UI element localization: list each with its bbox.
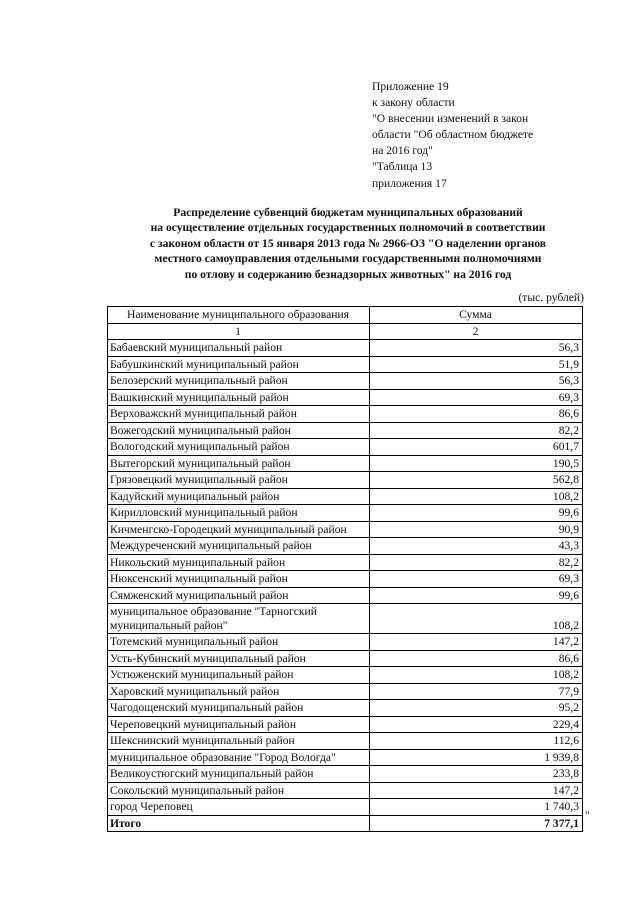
appendix-line: "О внесении изменений в закон <box>372 112 529 126</box>
table-row <box>108 749 583 766</box>
amount-cell: 90,9 <box>370 521 583 538</box>
table-row <box>108 667 583 684</box>
subsidies-table <box>107 306 583 832</box>
table-row <box>108 422 583 439</box>
municipality-name-cell: Бабаевский муниципальный район <box>108 340 370 357</box>
title-line: по отлову и содержанию безнадзорных животных" на 2016 год <box>184 267 512 281</box>
table-row <box>108 356 583 373</box>
table-row <box>108 472 583 489</box>
municipality-name-cell: Никольский муниципальный район <box>108 554 370 571</box>
amount-cell: 108,2 <box>370 604 583 634</box>
table-row <box>108 587 583 604</box>
municipality-name-cell: муниципальное образование "Тарногский муниципальный район" <box>108 604 370 634</box>
amount-cell: 601,7 <box>370 439 583 456</box>
amount-cell: 1 939,8 <box>370 749 583 766</box>
municipality-name-cell: Кадуйский муниципальный район <box>108 488 370 505</box>
amount-cell: 99,6 <box>370 587 583 604</box>
header-name-cell: Наименование муниципального образования <box>108 307 370 324</box>
municipality-name-cell: Бабушкинский муниципальный район <box>108 356 370 373</box>
amount-cell: 69,3 <box>370 571 583 588</box>
table-total-row <box>108 815 583 832</box>
amount-cell: 86,6 <box>370 650 583 667</box>
header-sum-cell: Сумма <box>370 307 583 324</box>
municipality-name-cell: Чагодощенский муниципальный район <box>108 700 370 717</box>
municipality-name-cell: Великоустюгский муниципальный район <box>108 766 370 783</box>
amount-cell: 190,5 <box>370 455 583 472</box>
document-title <box>108 205 588 282</box>
municipality-name-cell: Вашкинский муниципальный район <box>108 389 370 406</box>
amount-cell: 108,2 <box>370 488 583 505</box>
table-column-numbers-row <box>108 323 583 340</box>
municipality-name-cell: Нюксенский муниципальный район <box>108 571 370 588</box>
municipality-name-cell: Устюженский муниципальный район <box>108 667 370 684</box>
amount-cell: 86,6 <box>370 406 583 423</box>
table-row <box>108 455 583 472</box>
table-row <box>108 571 583 588</box>
table-row <box>108 799 583 816</box>
municipality-name-cell: Вожегодский муниципальный район <box>108 422 370 439</box>
municipality-name-cell: Кичменгско-Городецкий муниципальный район <box>108 521 370 538</box>
table-row <box>108 700 583 717</box>
municipality-name-cell: Белозерский муниципальный район <box>108 373 370 390</box>
municipality-name-cell: Грязовецкий муниципальный район <box>108 472 370 489</box>
municipality-name-cell: Итого <box>108 815 370 832</box>
amount-cell: 51,9 <box>370 356 583 373</box>
table-row <box>108 439 583 456</box>
amount-cell: 69,3 <box>370 389 583 406</box>
closing-quote: " <box>585 809 590 822</box>
table-row <box>108 521 583 538</box>
table-row <box>108 766 583 783</box>
column-number-cell: 2 <box>370 323 583 340</box>
table-row <box>108 406 583 423</box>
amount-cell: 108,2 <box>370 667 583 684</box>
table-row <box>108 716 583 733</box>
municipality-name-cell: Сокольский муниципальный район <box>108 782 370 799</box>
municipality-name-cell: муниципальное образование "Город Вологда" <box>108 749 370 766</box>
municipality-name-cell: город Череповец <box>108 799 370 816</box>
municipality-name-cell: Шекснинский муниципальный район <box>108 733 370 750</box>
amount-cell: 56,3 <box>370 373 583 390</box>
amount-cell: 95,2 <box>370 700 583 717</box>
table-row <box>108 488 583 505</box>
amount-cell: 147,2 <box>370 782 583 799</box>
title-line: с законом области от 15 января 2013 года № 2966-ОЗ "О наделении органов <box>149 236 547 250</box>
title-line: Распределение субвенций бюджетам муниципальных образований <box>173 206 523 219</box>
amount-cell: 82,2 <box>370 554 583 571</box>
table-row <box>108 604 583 634</box>
municipality-name-cell: Вологодский муниципальный район <box>108 439 370 456</box>
appendix-line: Приложение 19 <box>372 80 449 93</box>
municipality-name-cell: Междуреченский муниципальный район <box>108 538 370 555</box>
appendix-line: "Таблица 13 <box>372 160 433 174</box>
column-number-cell: 1 <box>108 323 370 340</box>
table-row <box>108 340 583 357</box>
title-line: на осуществление отдельных государственных полномочий в соответствии <box>150 221 546 235</box>
amount-cell: 112,6 <box>370 733 583 750</box>
municipality-name-cell: Череповецкий муниципальный район <box>108 716 370 733</box>
table-row <box>108 650 583 667</box>
appendix-line: на 2016 год" <box>372 144 433 158</box>
amount-cell: 7 377,1 <box>370 815 583 832</box>
table-row <box>108 373 583 390</box>
amount-cell: 229,4 <box>370 716 583 733</box>
table-row <box>108 538 583 555</box>
table-header-row <box>108 307 583 324</box>
municipality-name-cell: Вытегорский муниципальный район <box>108 455 370 472</box>
municipality-name-cell: Верховажский муниципальный район <box>108 406 370 423</box>
amount-cell: 147,2 <box>370 634 583 651</box>
table-row <box>108 389 583 406</box>
table-row <box>108 683 583 700</box>
municipality-name-cell: Кирилловский муниципальный район <box>108 505 370 522</box>
table-row <box>108 782 583 799</box>
appendix-header <box>372 79 612 192</box>
municipality-name-cell: Харовский муниципальный район <box>108 683 370 700</box>
amount-cell: 99,6 <box>370 505 583 522</box>
table-row <box>108 733 583 750</box>
amount-cell: 233,8 <box>370 766 583 783</box>
municipality-name-cell: Тотемский муниципальный район <box>108 634 370 651</box>
appendix-line: приложения 17 <box>372 176 447 190</box>
amount-cell: 43,3 <box>370 538 583 555</box>
table-row <box>108 634 583 651</box>
amount-cell: 562,8 <box>370 472 583 489</box>
appendix-line: области "Об областном бюджете <box>372 128 534 142</box>
municipality-name-cell: Сямженский муниципальный район <box>108 587 370 604</box>
amount-cell: 56,3 <box>370 340 583 357</box>
amount-cell: 77,9 <box>370 683 583 700</box>
table-row <box>108 554 583 571</box>
table-row <box>108 505 583 522</box>
units-label: (тыс. рублей) <box>518 291 584 304</box>
amount-cell: 82,2 <box>370 422 583 439</box>
appendix-line: к закону области <box>372 96 455 110</box>
title-line: местного самоуправления отдельными государственными полномочиями <box>154 252 542 266</box>
amount-cell: 1 740,3 <box>370 799 583 816</box>
municipality-name-cell: Усть-Кубинский муниципальный район <box>108 650 370 667</box>
